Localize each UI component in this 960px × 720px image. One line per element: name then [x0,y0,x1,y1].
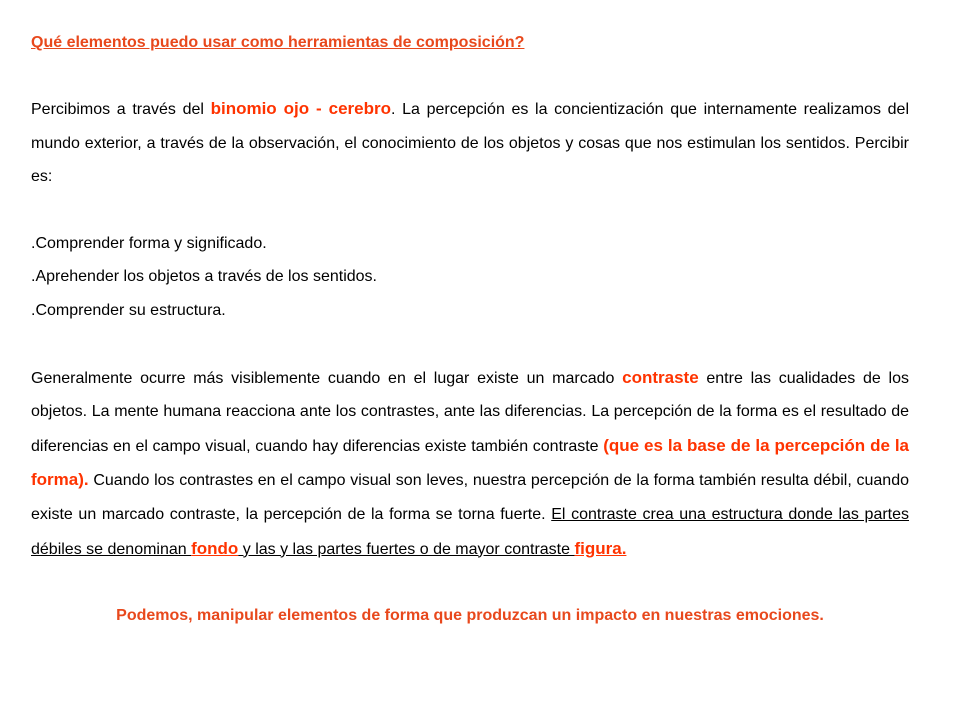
spacer [31,194,909,227]
paragraph-contrast [31,361,909,567]
list-item: .Comprender su estructura. [31,301,226,319]
spacer [31,566,909,599]
highlight-contraste: contraste [622,367,699,387]
closing-statement: Podemos, manipular elementos de forma que produzcan un impacto en nuestras emociones. [116,607,824,625]
highlight-fondo: fondo [191,538,239,558]
highlight-figura: figura. [574,538,627,558]
text-run: entre las cualidades de los objetos. La mente humana reacciona ante los contrastes, ante las diferencias. La percepción de la forma es el resultado de diferencias en el campo visual, cuando hay diferencias existe también contraste [31,369,909,455]
document-page [31,26,909,632]
text-run: . La percepción es la concientización que internamente realizamos del mundo exterior, a través de la observación, el conocimiento de los objetos y cosas que nos estimulan los sentidos. Percibir es: [31,101,909,186]
spacer [31,328,909,361]
list-item: .Aprehender los objetos a través de los sentidos. [31,268,377,286]
text-run: Generalmente ocurre más visiblemente cuando en el lugar existe un marcado [31,369,623,387]
text-run: Percibimos a través del [31,101,211,118]
underlined-run: El contraste crea una estructura donde las partes débiles se denominan [31,505,910,558]
spacer [31,59,909,92]
list-item: .Comprender forma y significado. [31,234,267,252]
highlight-base: (que es la base de la percepción de la forma). [31,435,910,490]
text-run: Cuando los contrastes en el campo visual son leves, nuestra percepción de la forma también resulta débil, cuando existe un marcado contraste, la percepción de la forma se torna fuerte. [31,472,909,523]
page-title: Qué elementos puedo usar como herramientas de composición? [31,34,525,51]
underlined-run: y las y las partes fuertes o de mayor contraste [238,540,575,558]
highlight-binomio: binomio ojo - cerebro [210,99,392,118]
paragraph-perception [31,92,909,194]
